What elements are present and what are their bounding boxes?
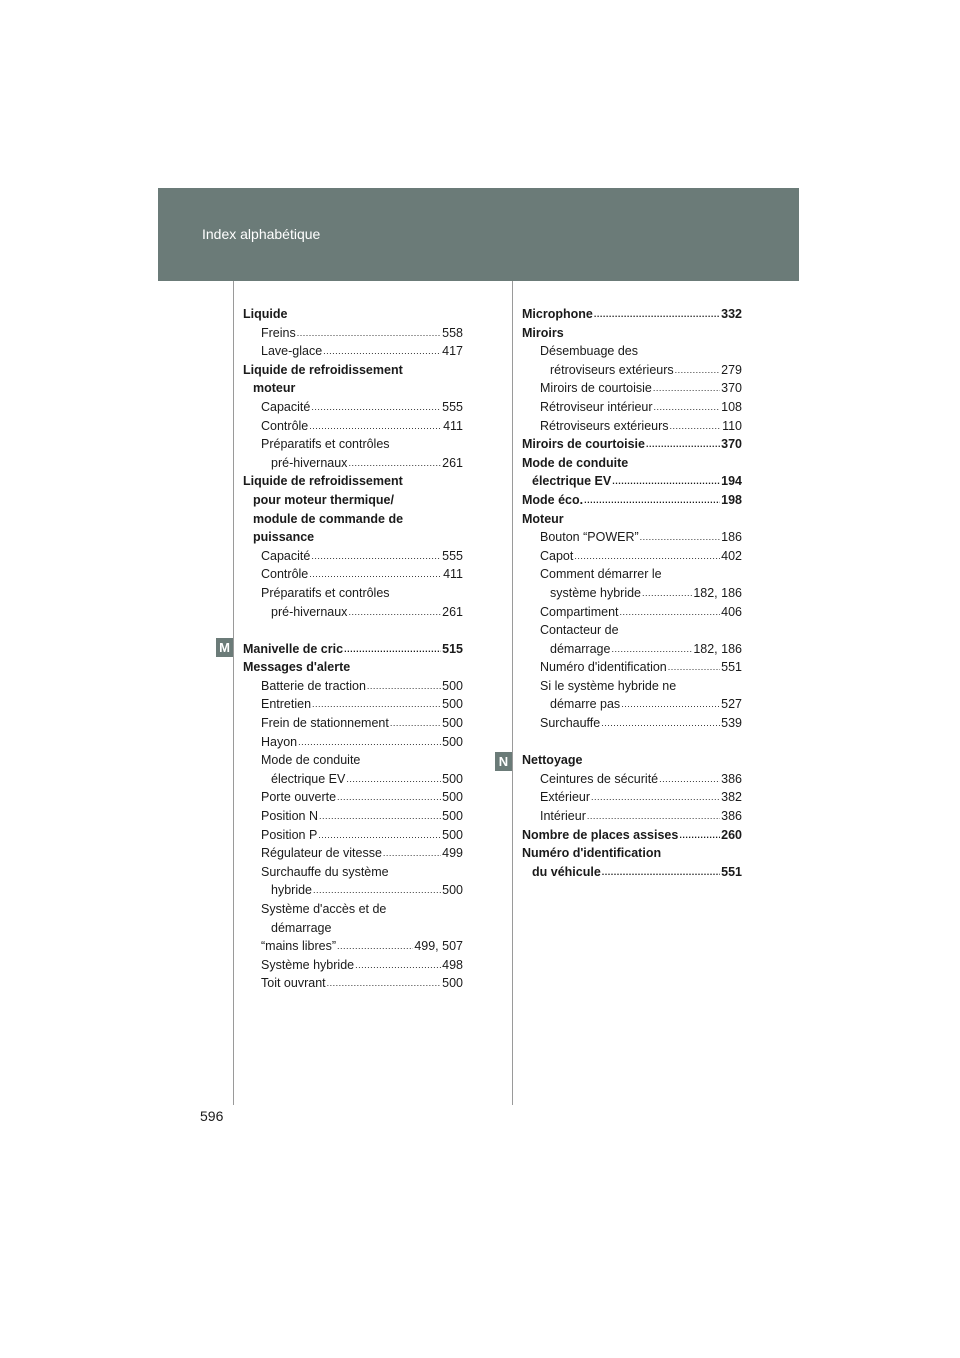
index-entry: rétroviseurs extérieurs ..... 279 xyxy=(522,361,742,380)
page-number: 596 xyxy=(200,1108,224,1124)
index-entry: Batterie de traction ..... 500 xyxy=(243,677,463,696)
index-entry: Contrôle ..... 411 xyxy=(243,565,463,584)
section-tab-m[interactable]: M xyxy=(216,638,233,657)
index-heading: moteur xyxy=(253,381,296,396)
index-entry: Bouton “POWER” ..... 186 xyxy=(522,528,742,547)
index-entry: Numéro d'identification ..... 551 xyxy=(522,658,742,677)
index-heading: Mode de conduite xyxy=(522,455,629,470)
index-entry: électrique EV ..... 194 xyxy=(522,472,742,491)
index-entry: Ceintures de sécurité ..... 386 xyxy=(522,770,742,789)
index-entry: Nombre de places assises ..... 260 xyxy=(522,826,742,845)
index-entry: Système hybride ..... 498 xyxy=(243,956,463,975)
index-heading: Nettoyage xyxy=(522,753,583,768)
column-divider-middle xyxy=(512,281,513,1105)
header-band xyxy=(158,188,799,281)
index-subheading: Contacteur de xyxy=(540,623,619,638)
index-entry: Rétroviseur intérieur ..... 108 xyxy=(522,398,742,417)
index-entry: Lave-glace ..... 417 xyxy=(243,342,463,361)
index-subheading: Si le système hybride ne xyxy=(540,678,677,693)
index-entry: Capacité ..... 555 xyxy=(243,547,463,566)
index-subheading: Préparatifs et contrôles xyxy=(261,437,390,452)
index-entry: Surchauffe ..... 539 xyxy=(522,714,742,733)
index-entry: Miroirs de courtoisie ..... 370 xyxy=(522,435,742,454)
index-entry: Régulateur de vitesse ..... 499 xyxy=(243,844,463,863)
index-entry: Position N ..... 500 xyxy=(243,807,463,826)
header-title: Index alphabétique xyxy=(202,226,321,242)
index-subheading: Surchauffe du système xyxy=(261,864,389,879)
index-entry: pré-hivernaux ..... 261 xyxy=(243,603,463,622)
index-subheading: démarrage xyxy=(271,920,332,935)
index-entry: électrique EV ..... 500 xyxy=(243,770,463,789)
index-heading: Numéro d'identification xyxy=(522,846,662,861)
index-entry: Contrôle ..... 411 xyxy=(243,417,463,436)
index-entry: Position P ..... 500 xyxy=(243,826,463,845)
index-entry: Hayon ..... 500 xyxy=(243,733,463,752)
index-heading: puissance xyxy=(253,530,315,545)
index-heading: Moteur xyxy=(522,511,564,526)
index-entry: Entretien ..... 500 xyxy=(243,695,463,714)
index-entry: système hybride ..... 182, 186 xyxy=(522,584,742,603)
index-heading: Messages d'alerte xyxy=(243,660,351,675)
index-entry: Microphone ..... 332 xyxy=(522,305,742,324)
index-subheading: Préparatifs et contrôles xyxy=(261,585,390,600)
index-subheading: Désembuage des xyxy=(540,344,638,359)
index-entry: pré-hivernaux ..... 261 xyxy=(243,454,463,473)
index-heading: Liquide de refroidissement xyxy=(243,474,403,489)
index-heading: Miroirs xyxy=(522,325,564,340)
column-divider-left xyxy=(233,281,234,1105)
index-entry: Frein de stationnement ..... 500 xyxy=(243,714,463,733)
index-entry: Compartiment ..... 406 xyxy=(522,603,742,622)
index-entry: Mode éco. ..... 198 xyxy=(522,491,742,510)
index-entry: Capot ..... 402 xyxy=(522,547,742,566)
index-subheading: Mode de conduite xyxy=(261,753,361,768)
index-entry: du véhicule ..... 551 xyxy=(522,863,742,882)
index-entry: Miroirs de courtoisie ..... 370 xyxy=(522,379,742,398)
index-heading: module de commande de xyxy=(253,511,404,526)
index-entry: “mains libres” ..... 499, 507 xyxy=(243,937,463,956)
index-subheading: Système d'accès et de xyxy=(261,902,387,916)
index-entry: Capacité ..... 555 xyxy=(243,398,463,417)
index-entry: Porte ouverte ..... 500 xyxy=(243,788,463,807)
index-entry: Extérieur ..... 382 xyxy=(522,788,742,807)
index-entry: Rétroviseurs extérieurs ..... 110 xyxy=(522,417,742,436)
index-subheading: Comment démarrer le xyxy=(540,567,662,582)
index-entry: Manivelle de cric ..... 515 xyxy=(243,640,463,659)
index-entry: démarre pas ..... 527 xyxy=(522,695,742,714)
index-heading: Liquide xyxy=(243,307,288,321)
index-entry: Freins ..... 558 xyxy=(243,324,463,343)
index-column-2 xyxy=(522,305,742,881)
index-entry: démarrage ..... 182, 186 xyxy=(522,640,742,659)
index-entry: Intérieur ..... 386 xyxy=(522,807,742,826)
index-entry: Toit ouvrant ..... 500 xyxy=(243,974,463,993)
section-tab-n[interactable]: N xyxy=(495,752,512,771)
index-heading: pour moteur thermique/ xyxy=(253,492,394,507)
index-column-1 xyxy=(243,305,463,993)
index-heading: Liquide de refroidissement xyxy=(243,362,403,377)
index-entry: hybride ..... 500 xyxy=(243,881,463,900)
